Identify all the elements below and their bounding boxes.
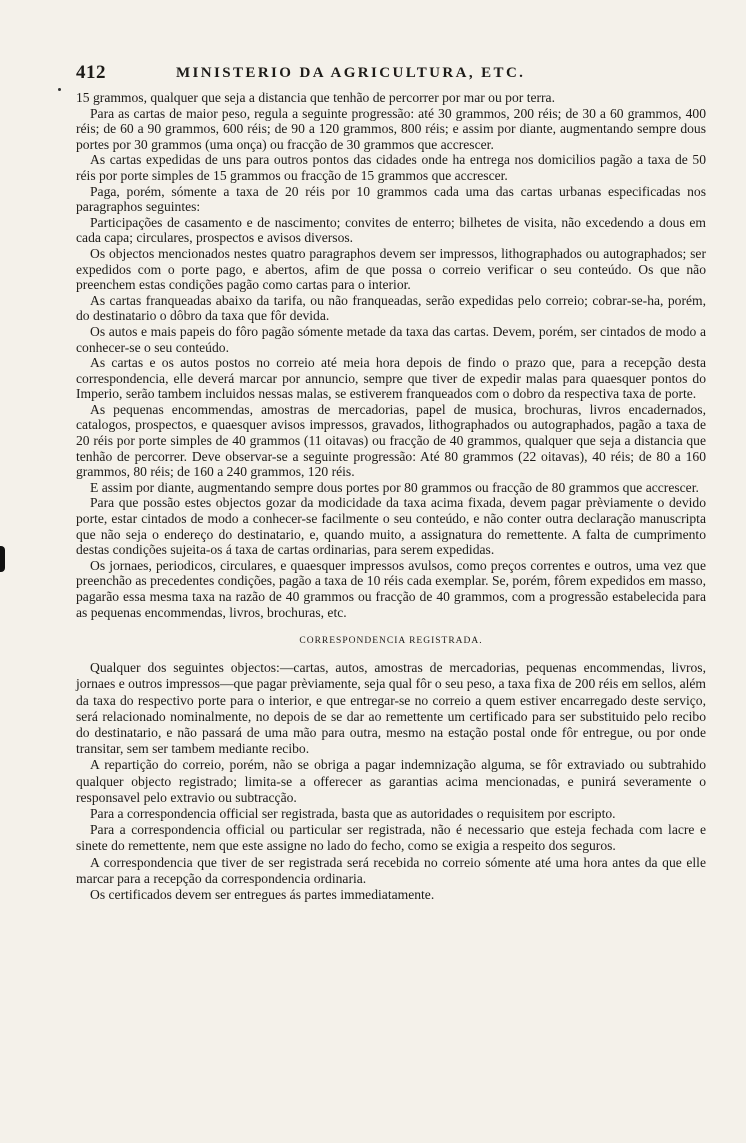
paragraph: Participações de casamento e de nascimento; convites de enterro; bilhetes de visita, não excedendo a dous em cada capa; circulares, prospectos e avisos diversos. [76, 214, 706, 246]
section-heading: CORRESPONDENCIA REGISTRADA. [299, 636, 483, 647]
paragraph: Para a correspondencia official ser registrada, basta que as autoridades o requisitem por escripto. [90, 806, 616, 822]
paragraph: Os objectos mencionados nestes quatro paragraphos devem ser impressos, lithographados ou autographados; ser expedidos com o porte pago, e abertos, afim de que possa o correio verificar o seu conteúdo. Os que não preenchem estas condições pagão como cartas para o interior. [76, 245, 706, 293]
running-title: MINISTERIO DA AGRICULTURA, ETC. [176, 65, 526, 81]
paragraph: Para que possão estes objectos gozar da modicidade da taxa acima fixada, devem pagar prèviamente o devido porte, estar cintados de modo a conhecer-se facilmente o seu conteúdo, e não conter outra declaração manuscripta que não seja o endereço do destinatario, e, quando muito, a assignatura do remettente. A falta de cumprimento destas condições sujeita-os á taxa de cartas ordinarias, para serem expedidas. [76, 495, 706, 558]
paragraph: A repartição do correio, porém, não se obriga a pagar indemnização alguma, se fôr extraviado ou subtrahido qualquer objecto registrado; limita-se a offerecer as garantias acima mencionadas, e punirá severamente o responsavel pelo extravio ou subtracção. [76, 757, 706, 805]
ink-dot [58, 88, 61, 91]
paragraph: Os certificados devem ser entregues ás partes immediatamente. [90, 887, 435, 903]
paragraph: As cartas franqueadas abaixo da tarifa, ou não franqueadas, serão expedidas pelo correio; cobrar-se-ha, porém, do destinatario o dôbro da taxa que fôr devida. [76, 292, 706, 324]
paragraph: As cartas e os autos postos no correio até meia hora depois de findo o prazo que, para a recepção desta correspondencia, elle deverá marcar por annuncio, sempre que tiver de expedir malas para quaesquer pontos do Imperio, serão tambem incluidos nessas malas, se estiverem franqueados com o dobro da respectiva taxa de porte. [76, 355, 706, 402]
paragraph: Os autos e mais papeis do fôro pagão sómente metade da taxa das cartas. Devem, porém, ser cintados de modo a conhecer-se o seu conteúdo. [76, 323, 706, 355]
paragraph: Paga, porém, sómente a taxa de 20 réis por 10 grammos cada uma das cartas urbanas especificadas nos paragraphos seguintes: [76, 183, 706, 215]
paragraph: Para as cartas de maior peso, regula a seguinte progressão: até 30 grammos, 200 réis; de 30 a 60 grammos, 400 réis; de 60 a 90 grammos, 600 réis; de 90 a 120 grammos, 800 réis; e assim por diante, augmentando sempre dous portes por 30 grammos (uma onça) ou fracção de 30 grammos que accrescer. [76, 105, 706, 152]
body-section-registrada [76, 660, 706, 903]
body-section-tarifa [76, 90, 706, 620]
page-edge-mark [0, 546, 5, 572]
paragraph: A correspondencia que tiver de ser registrada será recebida no correio sómente até uma hora antes da que elle marcar para a recepção da correspondencia ordinaria. [76, 854, 706, 886]
paragraph: Os jornaes, periodicos, circulares, e quaesquer impressos avulsos, como preços correntes e outros, uma vez que preenchão as precedentes condições, pagão a taxa de 10 réis cada exemplar. Se, porém, fôrem expedidos em masso, pagarão essa mesma taxa na razão de 40 grammos ou fracção de 40 grammos, com a progressão estabelecida para as pequenas encommendas, livros, brochuras, etc. [76, 557, 706, 620]
paragraph: Qualquer dos seguintes objectos:—cartas, autos, amostras de mercadorias, pequenas encommendas, livros, jornaes e outros impressos—que pagar prèviamente, seja qual fôr o seu peso, a taxa fixa de 200 réis em sellos, além da taxa do respectivo porte para o interior, e que entregar-se no correio a quem estiver encarregado deste serviço, será relacionado nominalmente, no depois de se dar ao remettente um certificado para ser substituido pelo recibo do destinatario, e não passará de uma mão para outra, mesmo na estação postal onde fôr entregue, ou por onde transitar, sem ser tambem mediante recibo. [76, 660, 706, 757]
page-number: 412 [76, 62, 106, 83]
paragraph: As pequenas encommendas, amostras de mercadorias, papel de musica, brochuras, livros encadernados, catalogos, prospectos, e quaesquer avisos impressos, gravados, lithographados ou autographados, pagão a taxa de 20 réis por porte simples de 40 grammos (11 oitavas) ou fracção de 40 grammos, qualquer que seja a distancia que tenhão de percorrer. Deve observar-se a seguinte progressão: Até 80 grammos (22 oitavas), 40 réis; de 80 a 160 grammos, 80 réis; de 160 a 240 grammos, 120 réis. [76, 401, 706, 480]
running-head [76, 62, 706, 88]
paragraph: E assim por diante, augmentando sempre dous portes por 80 grammos ou fracção de 80 grammos que accrescer. [90, 479, 699, 495]
paragraph: As cartas expedidas de uns para outros pontos das cidades onde ha entrega nos domicilios pagão a taxa de 50 réis por porte simples de 15 grammos ou fracção de 15 grammos que accrescer. [76, 152, 706, 183]
paragraph: Para a correspondencia official ou particular ser registrada, não é necessario que esteja fechada com lacre e sinete do remettente, nem que este assigne no lado do fecho, como se exigia a respeito dos seguros. [76, 822, 706, 854]
paragraph: 15 grammos, qualquer que seja a distancia que tenhão de percorrer por mar ou por terra. [76, 90, 555, 105]
